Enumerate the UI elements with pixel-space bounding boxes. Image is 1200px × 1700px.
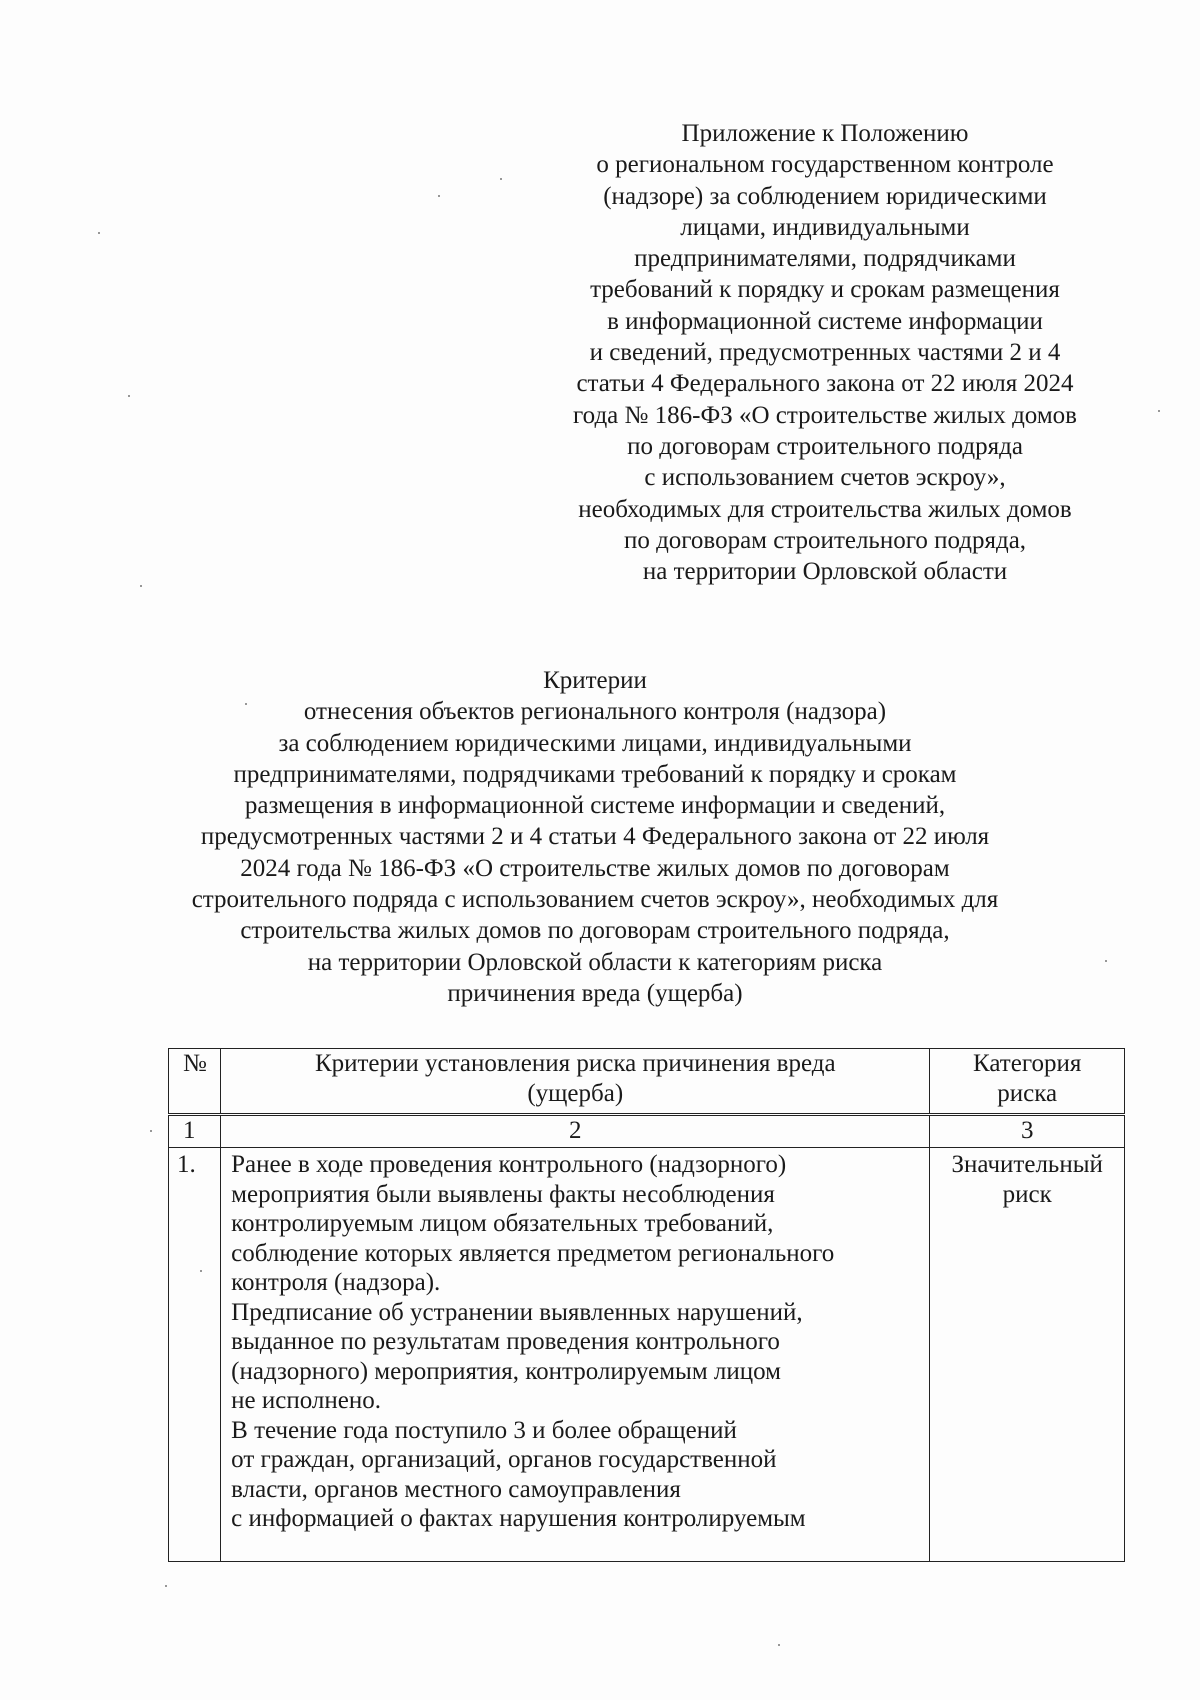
- scan-speck: [438, 195, 440, 197]
- appendix-line: лицами, индивидуальными: [680, 213, 970, 241]
- criteria-text-line: власти, органов местного самоуправления: [231, 1475, 681, 1503]
- criteria-line: строительного подряда с использованием счетов эскроу», необходимых для: [191, 886, 999, 914]
- criteria-text-line: контроля (надзора).: [231, 1269, 441, 1296]
- appendix-line: Приложение к Положению: [681, 120, 969, 147]
- scan-speck: [150, 1130, 152, 1132]
- scan-speck: [1105, 960, 1107, 962]
- appendix-line: и сведений, предусмотренных частями 2 и 4: [589, 339, 1061, 367]
- table-row: [169, 1148, 1125, 1562]
- appendix-line: необходимых для строительства жилых домов: [578, 495, 1072, 523]
- appendix-line: года № 186-ФЗ «О строительстве жилых домов: [573, 401, 1077, 429]
- header-category-line: Категория: [973, 1050, 1082, 1077]
- criteria-text-line: с информацией о фактах нарушения контролируемым: [231, 1505, 806, 1532]
- index-cell: 2: [221, 1115, 930, 1148]
- criteria-line: предпринимателями, подрядчиками требований к порядку и срокам: [233, 760, 957, 788]
- header-number: №: [169, 1049, 221, 1115]
- appendix-line: (надзоре) за соблюдением юридическими: [603, 182, 1047, 210]
- scan-speck: [98, 232, 100, 234]
- criteria-line: на территории Орловской области к категориям риска: [307, 948, 883, 976]
- appendix-line: с использованием счетов эскроу»,: [644, 464, 1006, 492]
- category-text-line: риск: [1002, 1180, 1052, 1208]
- appendix-line: требований к порядку и срокам размещения: [590, 276, 1060, 304]
- criteria-line: размещения в информационной системе информации и сведений,: [244, 792, 946, 820]
- criteria-line: отнесения объектов регионального контроля (надзора): [303, 698, 887, 726]
- row-category: [930, 1148, 1125, 1562]
- appendix-line: о региональном государственном контроле: [596, 151, 1054, 179]
- scan-speck: [245, 703, 247, 705]
- scan-speck: [500, 178, 502, 180]
- criteria-text-line: выданное по результатам проведения контрольного: [231, 1328, 780, 1355]
- header-category: [930, 1049, 1125, 1115]
- criteria-text-line: Предписание об устранении выявленных нарушений,: [231, 1298, 803, 1326]
- criteria-text-line: (надзорного) мероприятия, контролируемым лицом: [231, 1357, 781, 1385]
- appendix-line: на территории Орловской области: [642, 558, 1008, 586]
- index-cell: 1: [169, 1115, 221, 1148]
- appendix-line: в информационной системе информации: [607, 307, 1043, 335]
- criteria-line: строительства жилых домов по договорам строительного подряда,: [240, 917, 950, 945]
- category-text-line: Значительный: [951, 1151, 1103, 1178]
- criteria-title: Критерии: [543, 667, 647, 694]
- criteria-text-line: не исполнено.: [231, 1387, 381, 1414]
- criteria-line: за соблюдением юридическими лицами, индивидуальными: [278, 729, 912, 757]
- criteria-text-line: от граждан, организаций, органов государственной: [231, 1446, 777, 1473]
- row-number: 1.: [169, 1148, 221, 1562]
- index-cell: 3: [930, 1115, 1125, 1148]
- criteria-text-line: В течение года поступило 3 и более обращений: [231, 1416, 737, 1444]
- header-category-line: риска: [997, 1079, 1058, 1107]
- criteria-text-line: соблюдение которых является предметом регионального: [231, 1239, 835, 1267]
- risk-criteria-table: [168, 1048, 1125, 1562]
- scan-speck: [128, 395, 130, 397]
- criteria-text-line: мероприятия были выявлены факты несоблюдения: [231, 1180, 775, 1208]
- scan-speck: [778, 1644, 780, 1646]
- header-criteria: [221, 1049, 930, 1115]
- appendix-header: [540, 118, 1110, 587]
- table-header-row: [169, 1049, 1125, 1115]
- table-index-row: [169, 1115, 1125, 1148]
- criteria-line: предусмотренных частями 2 и 4 статьи 4 Федерального закона от 22 июля: [200, 823, 990, 851]
- criteria-text-line: Ранее в ходе проведения контрольного (надзорного): [231, 1151, 787, 1178]
- criteria-heading: [140, 665, 1050, 1009]
- appendix-line: предпринимателями, подрядчиками: [634, 245, 1016, 273]
- scan-speck: [200, 1270, 202, 1272]
- scan-speck: [140, 585, 142, 587]
- scan-speck: [165, 1585, 167, 1587]
- appendix-line: по договорам строительного подряда,: [623, 526, 1027, 554]
- criteria-line: 2024 года № 186-ФЗ «О строительстве жилых домов по договорам: [240, 854, 950, 882]
- appendix-line: по договорам строительного подряда: [627, 432, 1023, 460]
- scan-speck: [1158, 410, 1160, 412]
- row-criteria: [221, 1148, 930, 1562]
- header-criteria-line: Критерии установления риска причинения вреда: [314, 1050, 836, 1077]
- appendix-line: статьи 4 Федерального закона от 22 июля 2024: [576, 370, 1074, 398]
- criteria-text-line: контролируемым лицом обязательных требований,: [231, 1210, 774, 1237]
- criteria-line: причинения вреда (ущерба): [447, 979, 743, 1007]
- header-criteria-line: (ущерба): [527, 1079, 624, 1107]
